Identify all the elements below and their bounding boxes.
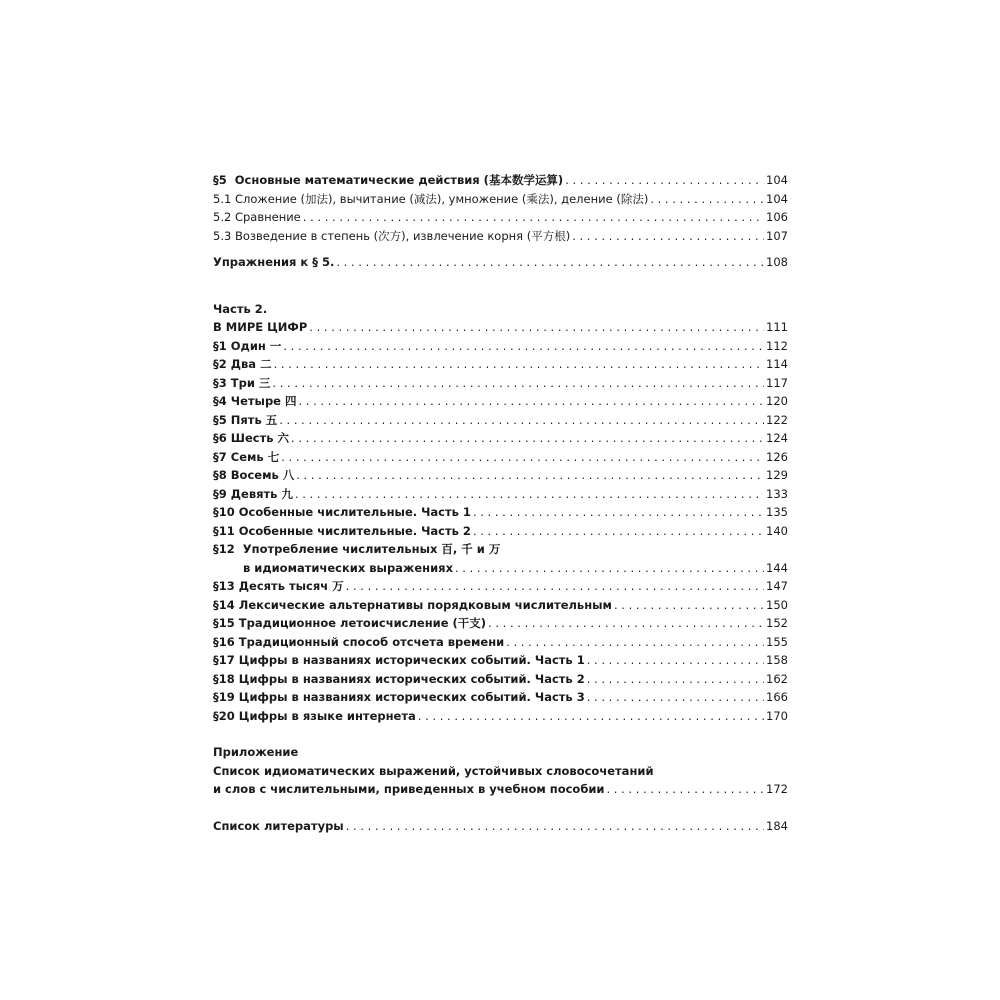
section-title: Традиционный способ отсчета времени	[238, 634, 505, 649]
section-number: §5	[213, 412, 227, 427]
section-number: §10	[213, 505, 235, 519]
toc-entry-section[interactable]	[213, 392, 788, 411]
toc-entry-section[interactable]	[213, 614, 788, 633]
toc-entry-part2[interactable]	[213, 318, 788, 337]
page-number: 133	[766, 486, 788, 501]
toc-entry-section12-line2[interactable]	[213, 559, 788, 578]
page-number: 158	[766, 653, 788, 667]
toc-entry-section[interactable]	[213, 429, 788, 448]
page-number: 129	[766, 468, 788, 482]
page-number: 104	[766, 191, 788, 206]
leader-dots	[587, 651, 764, 670]
toc-entry-section[interactable]	[213, 596, 788, 615]
section-title: Цифры в названиях исторических событий. Часть 3	[238, 690, 585, 704]
part2-sections-after	[213, 577, 788, 725]
page-number: 108	[766, 255, 788, 269]
page-number: 155	[766, 634, 788, 649]
toc-entry-section[interactable]	[213, 411, 788, 430]
leader-dots	[506, 633, 764, 652]
leader-dots	[346, 577, 764, 596]
section-number: §8	[213, 468, 227, 482]
toc-entry-section[interactable]	[213, 355, 788, 374]
leader-dots	[281, 448, 764, 467]
section-title-continued: в идиоматических выражениях	[243, 560, 453, 575]
toc-entry-section[interactable]	[213, 466, 788, 485]
toc-entry-5-3[interactable]	[213, 227, 788, 246]
page-number: 152	[766, 616, 788, 630]
toc-entry-section[interactable]	[213, 522, 788, 541]
leader-dots	[587, 688, 764, 707]
toc-entry-section[interactable]	[213, 577, 788, 596]
toc-entry-section[interactable]	[213, 503, 788, 522]
page-number: 124	[766, 431, 788, 445]
section-title: Цифры в названиях исторических событий. Часть 2	[238, 671, 585, 686]
leader-dots	[614, 596, 764, 615]
page-number: 166	[766, 690, 788, 704]
section-number: §4	[213, 394, 227, 408]
toc-entry-appendix[interactable]	[213, 780, 788, 799]
part-label: Часть 2.	[213, 301, 268, 316]
section-title: Лексические альтернативы порядковым числительным	[238, 597, 612, 612]
section-number: §17	[213, 653, 235, 667]
leader-dots	[272, 374, 764, 393]
section-number: §9	[213, 486, 227, 501]
page-number: 114	[766, 357, 788, 371]
section-title: Девять 九	[230, 486, 293, 501]
toc-entry-section[interactable]	[213, 670, 788, 689]
part2-sections	[213, 337, 788, 541]
section-title: Основные математические действия (基本数学运算)	[234, 173, 564, 187]
leader-dots	[606, 780, 764, 799]
leader-dots	[565, 171, 764, 190]
section-number: §16	[213, 634, 235, 649]
page-number: 112	[766, 338, 788, 353]
toc-entry-section[interactable]	[213, 448, 788, 467]
section-title: Особенные числительные. Часть 1	[238, 505, 471, 519]
leader-dots	[587, 670, 764, 689]
page-number: 122	[766, 412, 788, 427]
leader-dots	[473, 522, 764, 541]
page-number: 162	[766, 671, 788, 686]
section-number: §7	[213, 449, 227, 464]
leader-dots	[303, 208, 764, 227]
section-title: Пять 五	[230, 412, 278, 427]
section-title: Традиционное летоисчисление (干支)	[238, 616, 487, 630]
page-number: 104	[766, 173, 788, 187]
section-number: §2	[213, 357, 227, 371]
section-title: Особенные числительные. Часть 2	[238, 523, 471, 538]
appendix-label: Приложение	[213, 745, 299, 759]
leader-dots	[336, 253, 764, 272]
entry-title: Упражнения к § 5.	[213, 255, 335, 269]
section-number: §5	[213, 173, 227, 187]
leader-dots	[295, 485, 764, 504]
section-title: Четыре 四	[230, 394, 297, 408]
section-title: Цифры в языке интернета	[238, 708, 416, 723]
page-number: 150	[766, 597, 788, 612]
leader-dots	[572, 227, 764, 246]
toc-entry-exercises[interactable]	[213, 253, 788, 272]
toc-entry-section[interactable]	[213, 633, 788, 652]
section-number: §11	[213, 523, 235, 538]
section-title: Употребление числительных 百, 千 и 万	[242, 542, 501, 556]
page-number: 107	[766, 228, 788, 243]
section-title: Один 一	[230, 338, 282, 353]
page-number: 106	[766, 210, 788, 224]
toc-entry-section[interactable]	[213, 651, 788, 670]
leader-dots	[296, 466, 764, 485]
page-number: 144	[766, 560, 788, 575]
section-number: §12	[213, 542, 235, 556]
appendix-title-line2: и слов с числительными, приведенных в учебном пособии	[213, 782, 605, 796]
section-title: Десять тысяч 万	[238, 579, 344, 593]
leader-dots	[455, 559, 764, 578]
leader-dots	[418, 707, 764, 726]
section-number: §15	[213, 616, 235, 630]
leader-dots	[488, 614, 764, 633]
page-number: 120	[766, 394, 788, 408]
entry-title: 5.2 Сравнение	[213, 210, 301, 224]
appendix-title-line1: Список идиоматических выражений, устойчивых словосочетаний	[213, 763, 654, 778]
page-number: 135	[766, 505, 788, 519]
section-number: §18	[213, 671, 235, 686]
leader-dots	[309, 318, 764, 337]
toc-entry-5-2[interactable]	[213, 208, 788, 227]
entry-title: 5.1 Сложение (加法), вычитание (减法), умножение (乘法), деление (除法)	[213, 191, 649, 206]
page-number: 170	[766, 708, 788, 723]
table-of-contents	[213, 171, 788, 835]
leader-dots	[650, 190, 764, 209]
page-number: 172	[766, 782, 788, 796]
toc-entry-section5[interactable]	[213, 171, 788, 190]
leader-dots	[274, 355, 764, 374]
leader-dots	[291, 429, 764, 448]
entry-title: Список литературы	[213, 818, 344, 833]
section-title: Три 三	[230, 375, 271, 390]
section-title: Цифры в названиях исторических событий. Часть 1	[238, 653, 585, 667]
leader-dots	[279, 411, 764, 430]
leader-dots	[346, 817, 764, 836]
section-number: §3	[213, 375, 227, 390]
section-title: Восемь 八	[230, 468, 295, 482]
toc-entry-5-1[interactable]	[213, 190, 788, 209]
toc-entry-section[interactable]	[213, 688, 788, 707]
section-title: Семь 七	[230, 449, 280, 464]
leader-dots	[298, 392, 764, 411]
section-number: §14	[213, 597, 235, 612]
toc-entry-section[interactable]	[213, 485, 788, 504]
toc-entry-section[interactable]	[213, 707, 788, 726]
section-title: Два 二	[230, 357, 272, 371]
toc-entry-section[interactable]	[213, 374, 788, 393]
page-number: 147	[766, 579, 788, 593]
page-number: 117	[766, 375, 788, 390]
section-number: §19	[213, 690, 235, 704]
toc-entry-section12-line1[interactable]	[213, 540, 788, 559]
leader-dots	[473, 503, 764, 522]
section-number: §1	[213, 338, 227, 353]
toc-entry-bibliography[interactable]	[213, 817, 788, 836]
entry-title: 5.3 Возведение в степень (次方), извлечение корня (平方根)	[213, 228, 571, 243]
page-number: 111	[766, 320, 788, 334]
part-title: В МИРЕ ЦИФР	[213, 320, 308, 334]
page-number: 126	[766, 449, 788, 464]
page-number: 140	[766, 523, 788, 538]
section-title: Шесть 六	[230, 431, 290, 445]
section-number: §20	[213, 708, 235, 723]
page-number: 184	[766, 818, 788, 833]
leader-dots	[283, 337, 764, 356]
toc-entry-section[interactable]	[213, 337, 788, 356]
section-number: §6	[213, 431, 227, 445]
section-number: §13	[213, 579, 235, 593]
